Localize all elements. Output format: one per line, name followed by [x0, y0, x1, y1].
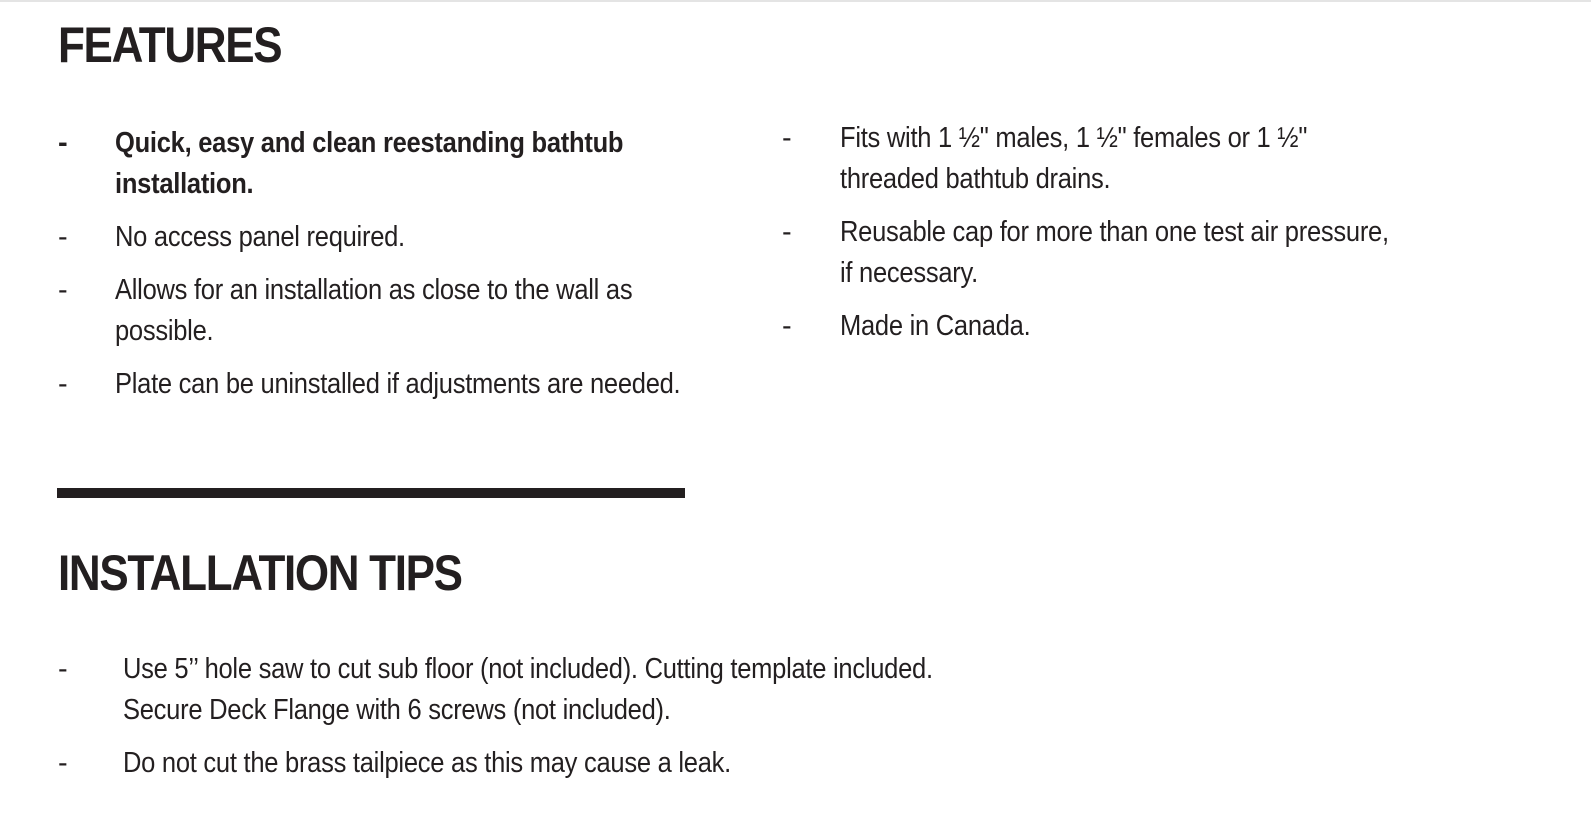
feature-item-close-to-wall — [58, 270, 818, 352]
bullet-dash: - — [58, 127, 68, 159]
tip-item-hole-saw — [58, 649, 1158, 731]
feature-text: Quick, easy and clean reestanding bathtub installation. — [115, 127, 624, 200]
features-list-left — [58, 123, 818, 417]
feature-text: Fits with 1 ½" males, 1 ½" females or 1 ½" threaded bathtub drains. — [840, 122, 1308, 195]
bullet-dash: - — [58, 368, 68, 400]
bullet-dash: - — [782, 122, 792, 154]
feature-item-fits-drains — [782, 118, 1562, 200]
bullet-dash: - — [58, 747, 68, 779]
bullet-dash: - — [782, 216, 792, 248]
feature-item-plate-uninstall — [58, 364, 818, 405]
section-divider — [57, 488, 685, 498]
feature-item-reusable-cap — [782, 212, 1562, 294]
bullet-dash: - — [782, 310, 792, 342]
tip-text: Do not cut the brass tailpiece as this may cause a leak. — [123, 747, 731, 779]
feature-text: Reusable cap for more than one test air pressure, if necessary. — [840, 216, 1389, 289]
features-list-right — [782, 118, 1562, 359]
bullet-dash: - — [58, 274, 68, 306]
installation-tips-list — [58, 649, 1158, 796]
tip-text: Use 5’’ hole saw to cut sub floor (not included). Cutting template included. Secure Deck Flange with 6 screws (not included). — [123, 653, 933, 726]
feature-item-quick-install — [58, 123, 818, 205]
tip-item-brass-tailpiece — [58, 743, 1158, 784]
feature-text: No access panel required. — [115, 221, 405, 253]
feature-text: Made in Canada. — [840, 310, 1031, 342]
features-heading: FEATURES — [58, 17, 282, 73]
feature-text: Plate can be uninstalled if adjustments are needed. — [115, 368, 681, 400]
bullet-dash: - — [58, 653, 68, 685]
feature-item-no-access-panel — [58, 217, 818, 258]
installation-tips-heading: INSTALLATION TIPS — [58, 545, 462, 601]
top-rule — [0, 0, 1591, 2]
feature-text: Allows for an installation as close to the wall as possible. — [115, 274, 633, 347]
feature-item-made-in-canada — [782, 306, 1562, 347]
bullet-dash: - — [58, 221, 68, 253]
